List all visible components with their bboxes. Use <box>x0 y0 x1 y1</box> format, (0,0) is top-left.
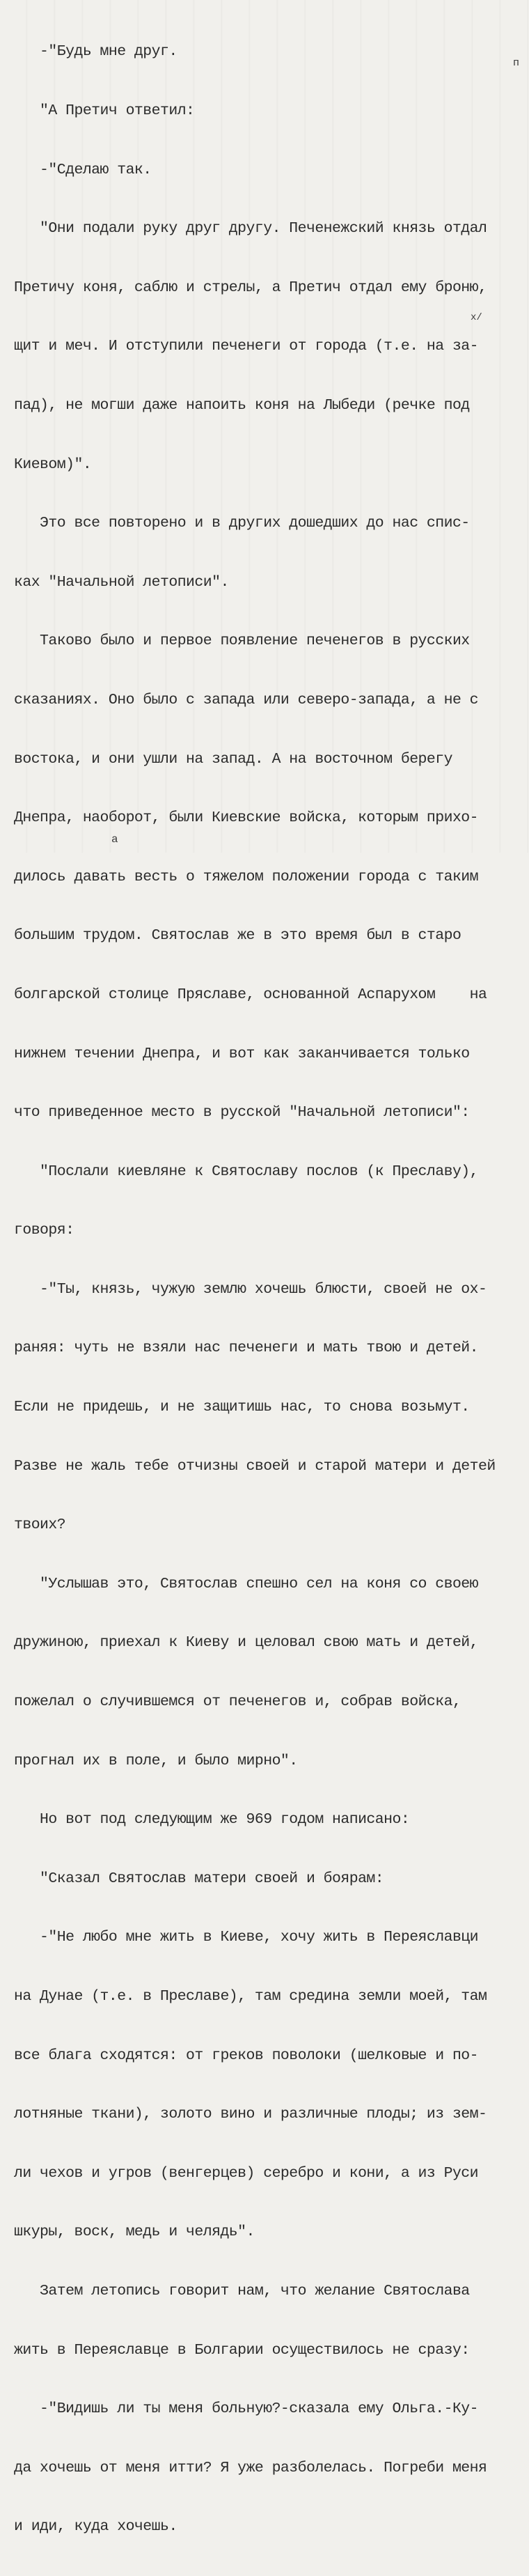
text-line: сказаниях. Оно было с запада или северо-запада, а не с <box>14 691 479 708</box>
text-line: -"Не любо мне жить в Киеве, хочу жить в Переяславци <box>14 1929 479 1946</box>
text-line: щит и меч. И отступили печенеги от города (т.е. на за- <box>14 338 479 355</box>
text-line: все блага сходятся: от греков поволоки (шелковые и по- <box>14 2047 479 2064</box>
text-line: -"Будь мне друг. <box>14 43 177 61</box>
text-line: Разве не жаль тебе отчизны своей и старой матери и детей <box>14 1457 496 1475</box>
text-line: Это все повторено и в других дошедших до нас спис- <box>14 515 470 532</box>
text-line: "Услышав это, Святослав спешно сел на коня со своею <box>14 1575 479 1592</box>
text-line: раняя: чуть не взяли нас печенеги и мать твою и детей. <box>14 1340 479 1357</box>
text-line: ках "Начальной летописи". <box>14 573 229 591</box>
text-line: дилось давать весть о тяжелом положении города с таким <box>14 868 479 885</box>
text-line: прогнал их в поле, и было мирно". <box>14 1752 298 1769</box>
margin-superscript: п <box>513 57 520 69</box>
text-line: -"Ты, князь, чужую землю хочешь блюсти, своей не ох- <box>14 1280 487 1298</box>
text-line: "Сказал Святослав матери своей и боярам: <box>14 1870 384 1887</box>
text-line: твоих? <box>14 1516 66 1534</box>
text-line: большим трудом. Святослав же в это время был в старо <box>14 927 461 945</box>
text-line: -"Сделаю так. <box>14 161 152 178</box>
text-line: Если не придешь, и не защитишь нас, то снова возьмут. <box>14 1399 470 1416</box>
text-line: Киевом)". <box>14 456 92 473</box>
text-line: Таково было и первое появление печенегов в русских <box>14 633 470 650</box>
text-line: на Дунае (т.е. в Преславе), там средина земли моей, там <box>14 1988 487 2005</box>
text-line: жить в Переяславце в Болгарии осуществилось не сразу: <box>14 2341 470 2359</box>
text-line: пад), не могши даже напоить коня на Лыбеди (речке под <box>14 396 470 414</box>
text-line: что приведенное место в русской "Начальной летописи": <box>14 1104 470 1122</box>
text-line: лотняные ткани), золото вино и различные плоды; из зем- <box>14 2106 487 2123</box>
text-line: востока, и они ушли на запад. А на восточном берегу <box>14 750 452 768</box>
text-line: "Они подали руку друг другу. Печенежский князь отдал <box>14 220 487 238</box>
text-line: говоря: <box>14 1222 74 1239</box>
text-line: болгарской столице Пряславе, основанной Аспарухом на <box>14 986 487 1003</box>
text-line: Но вот под следующим же 969 годом написано: <box>14 1811 410 1829</box>
text-line: Претичу коня, саблю и стрелы, а Претич отдал ему броню, <box>14 279 487 296</box>
text-line: Днепра, наоборот, были Киевские войска, которым прихо- <box>14 809 479 827</box>
overstrike-letter: а <box>111 833 118 846</box>
text-line: дружиною, приехал к Киеву и целовал свою мать и детей, <box>14 1634 479 1652</box>
footnote-mark: х/ <box>471 312 482 323</box>
text-line: шкуры, воск, медь и челядь". <box>14 2224 255 2241</box>
text-line: Затем летопись говорит нам, что желание Святослава <box>14 2282 470 2299</box>
text-line: ли чехов и угров (венгерцев) серебро и кони, а из Руси <box>14 2164 479 2182</box>
text-line: пожелал о случившемся от печенегов и, собрав войска, <box>14 1693 461 1711</box>
text-line: и иди, куда хочешь. <box>14 2518 177 2536</box>
page-text <box>14 3 529 2576</box>
text-line: нижнем течении Днепра, и вот как заканчивается только <box>14 1045 470 1062</box>
text-line: да хочешь от меня итти? Я уже разболелась. Погреби меня <box>14 2459 487 2476</box>
text-line: "Послали киевляне к Святославу послов (к Преславу), <box>14 1163 479 1180</box>
text-line: -"Видишь ли ты меня больную?-сказала ему Ольга.-Ку- <box>14 2400 479 2418</box>
text-line: "А Претич ответил: <box>14 102 195 119</box>
